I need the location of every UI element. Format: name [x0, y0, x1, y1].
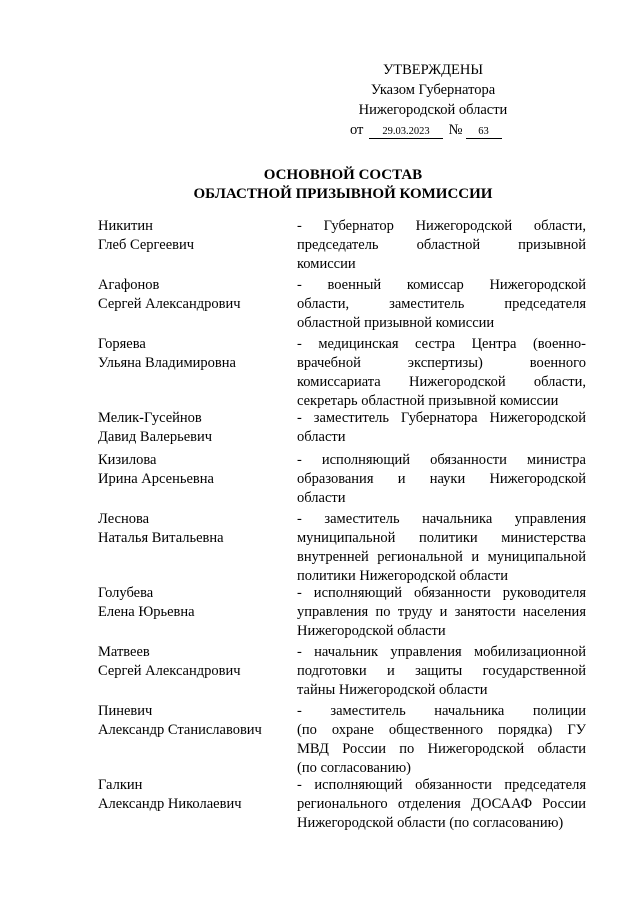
list-item — [98, 409, 588, 447]
member-role-line: областной призывной комиссии — [297, 315, 495, 331]
member-name — [98, 335, 288, 373]
member-role-line: врачебной экспертизы) военного — [297, 355, 586, 371]
member-role-line: - заместитель Губернатора Нижегородской — [297, 410, 586, 426]
member-surname: Агафонов — [98, 277, 160, 293]
member-role-line: области — [297, 490, 346, 506]
member-name — [98, 217, 288, 255]
member-given-names: Наталья Витальевна — [98, 530, 224, 546]
member-name — [98, 702, 288, 740]
member-role-line: (по охране общественного порядка) ГУ — [297, 722, 586, 738]
member-role-line: регионального отделения ДОСААФ России — [297, 796, 586, 812]
approval-date: 29.03.2023 — [369, 125, 443, 139]
member-given-names: Александр Николаевич — [98, 796, 242, 812]
member-surname: Никитин — [98, 218, 153, 234]
member-role-line: - заместитель начальника полиции — [297, 703, 586, 719]
member-name — [98, 409, 288, 447]
approval-authority: Указом Губернатора — [370, 82, 496, 98]
member-given-names: Сергей Александрович — [98, 663, 241, 679]
member-role-line: тайны Нижегородской области — [297, 682, 488, 698]
member-surname: Горяева — [98, 336, 146, 352]
member-name — [98, 584, 288, 622]
approval-number: 63 — [466, 125, 502, 139]
list-item — [98, 702, 588, 778]
member-surname: Галкин — [98, 777, 143, 793]
approval-stamp — [348, 60, 518, 140]
member-role-line: подготовки и защиты государственной — [297, 663, 586, 679]
member-role — [297, 776, 586, 833]
member-given-names: Ульяна Владимировна — [98, 355, 236, 371]
member-surname: Матвеев — [98, 644, 150, 660]
member-role-line: области — [297, 429, 346, 445]
list-item — [98, 776, 588, 833]
member-role — [297, 451, 586, 508]
member-role-line: МВД России по Нижегородской области — [297, 741, 586, 757]
member-role-line: - исполняющий обязанности министра — [297, 452, 586, 468]
member-role-line: - начальник управления мобилизационной — [297, 644, 586, 660]
member-role-line: - медицинская сестра Центра (военно- — [297, 336, 586, 352]
member-role-line: Нижегородской области (по согласованию) — [297, 815, 564, 831]
member-name — [98, 276, 288, 314]
member-role-line: области, заместитель председателя — [297, 296, 586, 312]
member-role — [297, 510, 586, 586]
approval-date-line — [348, 120, 518, 140]
number-sign: № — [448, 122, 463, 138]
approval-heading: УТВЕРЖДЕНЫ — [382, 62, 484, 78]
title-line-2: ОБЛАСТНОЙ ПРИЗЫВНОЙ КОМИССИИ — [193, 186, 493, 202]
title-line-1: ОСНОВНОЙ СОСТАВ — [263, 167, 423, 183]
member-given-names: Глеб Сергеевич — [98, 237, 195, 253]
document-title — [98, 166, 588, 204]
member-role — [297, 276, 586, 333]
member-role — [297, 584, 586, 641]
list-item — [98, 335, 588, 411]
member-name — [98, 643, 288, 681]
list-item — [98, 584, 588, 641]
member-role-line: внутренней региональной и муниципальной — [297, 549, 586, 565]
list-item — [98, 217, 588, 274]
member-name — [98, 510, 288, 548]
member-role-line: управления по труду и занятости населения — [297, 604, 586, 620]
list-item — [98, 276, 588, 333]
list-item — [98, 643, 588, 700]
member-given-names: Ирина Арсеньевна — [98, 471, 214, 487]
member-role-line: председатель областной призывной — [297, 237, 586, 253]
member-role-line: политики Нижегородской области — [297, 568, 508, 584]
member-role-line: секретарь областной призывной комиссии — [297, 393, 559, 409]
member-surname: Леснова — [98, 511, 150, 527]
date-prefix: от — [350, 122, 364, 138]
member-role-line: комиссии — [297, 256, 356, 272]
member-role — [297, 217, 586, 274]
member-role-line: образования и науки Нижегородской — [297, 471, 586, 487]
member-given-names: Давид Валерьевич — [98, 429, 213, 445]
list-item — [98, 451, 588, 508]
member-surname: Мелик-Гусейнов — [98, 410, 202, 426]
member-surname: Пиневич — [98, 703, 153, 719]
member-name — [98, 776, 288, 814]
member-role-line: комиссариата Нижегородской области, — [297, 374, 586, 390]
member-role — [297, 409, 586, 447]
approval-region: Нижегородской области — [358, 102, 508, 118]
member-surname: Кизилова — [98, 452, 157, 468]
member-given-names: Елена Юрьевна — [98, 604, 195, 620]
member-role-line: муниципальной политики министерства — [297, 530, 586, 546]
member-given-names: Александр Станиславович — [98, 722, 262, 738]
member-role-line: - военный комиссар Нижегородской — [297, 277, 586, 293]
member-role — [297, 702, 586, 778]
member-role-line: - Губернатор Нижегородской области, — [297, 218, 586, 234]
member-role-line: (по согласованию) — [297, 760, 411, 776]
member-name — [98, 451, 288, 489]
list-item — [98, 510, 588, 586]
member-role-line: - заместитель начальника управления — [297, 511, 586, 527]
member-role-line: - исполняющий обязанности председателя — [297, 777, 586, 793]
member-given-names: Сергей Александрович — [98, 296, 241, 312]
member-surname: Голубева — [98, 585, 154, 601]
member-role-line: Нижегородской области — [297, 623, 446, 639]
member-role — [297, 643, 586, 700]
member-role-line: - исполняющий обязанности руководителя — [297, 585, 586, 601]
member-role — [297, 335, 586, 411]
